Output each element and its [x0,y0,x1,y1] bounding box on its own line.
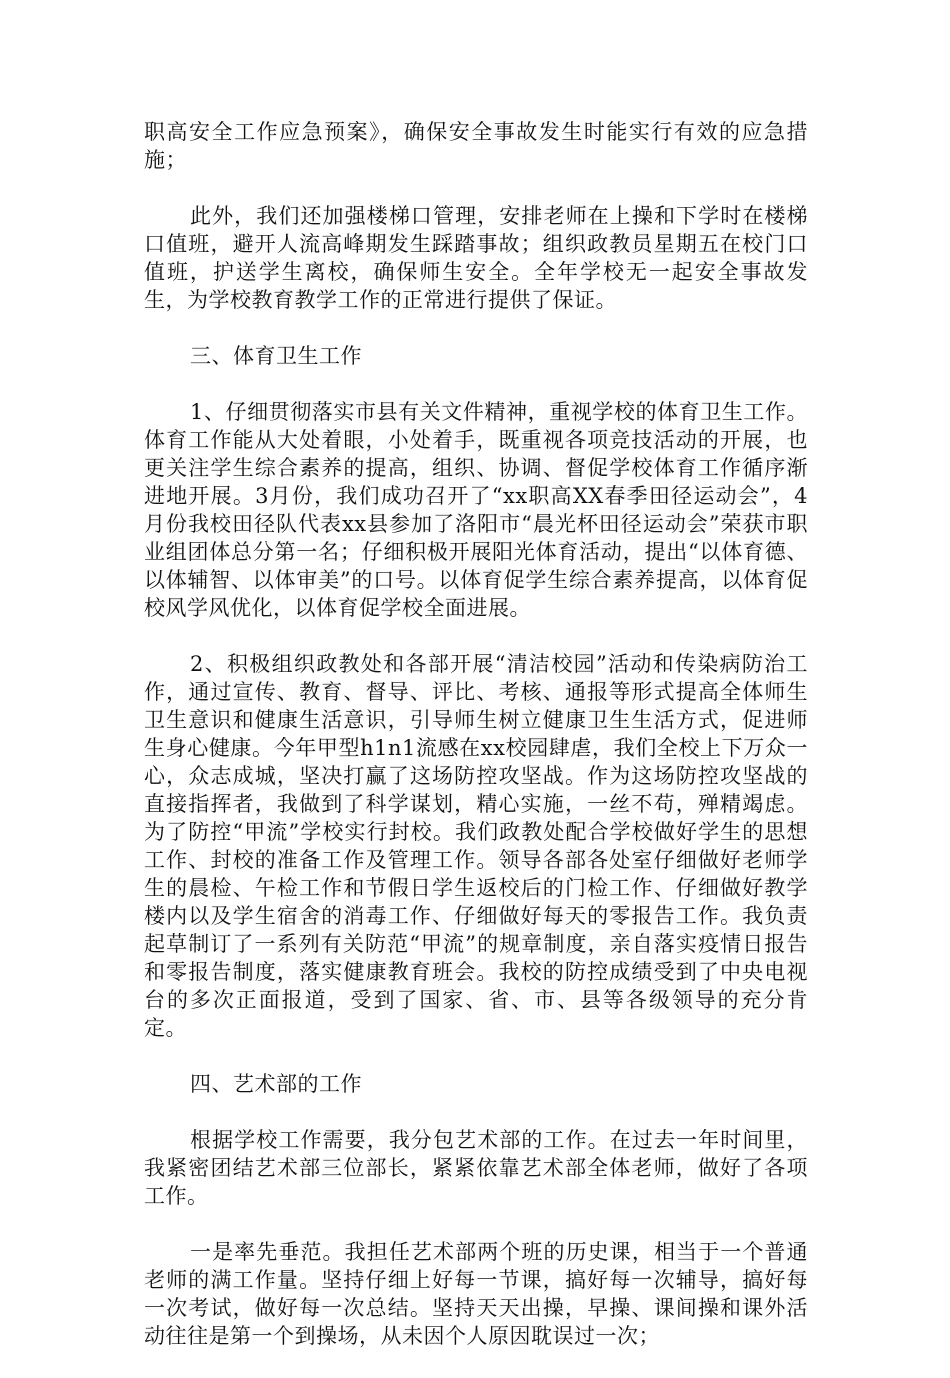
paragraph-stairway-management: 此外，我们还加强楼梯口管理，安排老师在上操和下学时在楼梯口值班，避开人流高峰期发生踩踏事故；组织政教员星期五在校门口值班，护送学生离校，确保师生安全。全年学校无一起安全事故发生，为学校教育教学工作的正常进行提供了保证。 [144,204,808,312]
paragraph-health-epidemic-prevention: 2、积极组织政教处和各部开展“清洁校园”活动和传染病防治工作，通过宣传、教育、督导、评比、考核、通报等形式提高全体师生卫生意识和健康生活意识，引导师生树立健康卫生生活方式，促进师生身心健康。今年甲型h1n1流感在xx校园肆虐，我们全校上下万众一心，众志成城，坚决打赢了这场防控攻坚战。作为这场防控攻坚战的直接指挥者，我做到了科学谋划，精心实施，一丝不苟，殚精竭虑。为了防控“甲流”学校实行封校。我们政教处配合学校做好学生的思想工作、封校的准备工作及管理工作。领导各部各处室仔细做好老师学生的晨检、午检工作和节假日学生返校后的门检工作、仔细做好教学楼内以及学生宿舍的消毒工作、仔细做好每天的零报告工作。我负责起草制订了一系列有关防范“甲流”的规章制度，亲自落实疫情日报告和零报告制度，落实健康教育班会。我校的防控成绩受到了中央电视台的多次正面报道，受到了国家、省、市、县等各级领导的充分肯定。 [144,652,808,1040]
paragraph-sports-work: 1、仔细贯彻落实市县有关文件精神，重视学校的体育卫生工作。体育工作能从大处着眼，小处着手，既重视各项竞技活动的开展，也更关注学生综合素养的提高，组织、协调、督促学校体育工作循序渐进地开展。3月份，我们成功召开了“xx职高XX春季田径运动会”，4月份我校田径队代表xx县参加了洛阳市“晨光杯田径运动会”荣获市职业组团体总分第一名；仔细积极开展阳光体育活动，提出“以体育德、以体辅智、以体审美”的口号。以体育促学生综合素养提高，以体育促校风学风优化，以体育促学校全面进展。 [144,400,808,620]
paragraph-lead-by-example: 一是率先垂范。我担任艺术部两个班的历史课，相当于一个普通老师的满工作量。坚持仔细上好每一节课，搞好每一次辅导，搞好每一次考试，做好每一次总结。坚持天天出操，早操、课间操和课外活动往往是第一个到操场，从未因个人原因耽误过一次； [144,1240,808,1348]
section-heading-arts-department: 四、艺术部的工作 [190,1072,362,1096]
paragraph-arts-department-intro: 根据学校工作需要，我分包艺术部的工作。在过去一年时间里，我紧密团结艺术部三位部长，紧紧依靠艺术部全体老师，做好了各项工作。 [144,1128,808,1208]
paragraph-safety-plan-end: 职高安全工作应急预案》，确保安全事故发生时能实行有效的应急措施； [144,120,808,172]
section-heading-sports-health: 三、体育卫生工作 [190,344,362,368]
document-body [144,118,808,1378]
